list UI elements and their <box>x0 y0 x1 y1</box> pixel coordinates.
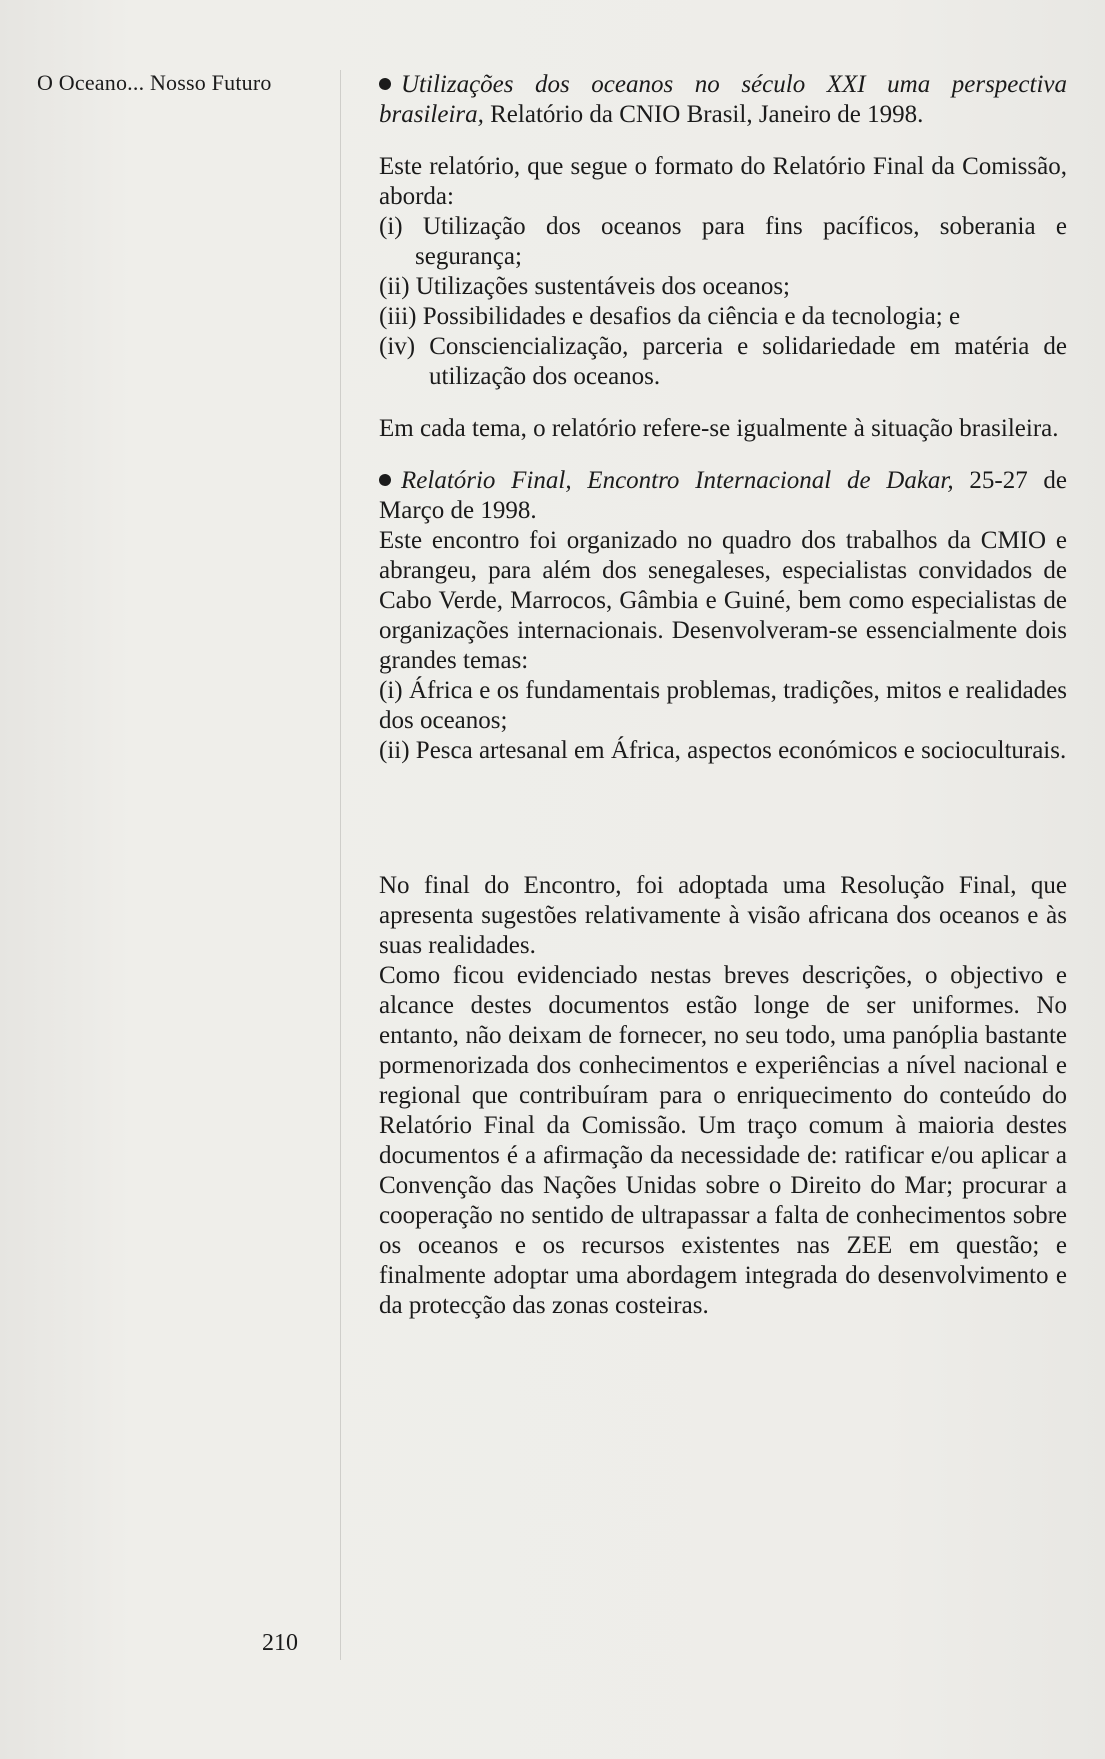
paragraph: Este encontro foi organizado no quadro dos trabalhos da CMIO e abrangeu, para além dos senegaleses, especialistas convidados de Cabo Verde, Marrocos, Gâmbia e Guiné, bem como especialistas de organizações internacionais. Desenvolveram-se essencialmente dois grandes temas: <box>379 527 1067 674</box>
bullet-icon <box>379 78 391 90</box>
bullet-icon <box>379 474 391 486</box>
reference-entry-cnio <box>379 70 1067 130</box>
reference-title: Utilizações dos oceanos no século XXI uma perspectiva brasileira, <box>379 71 1067 128</box>
list-item: (iii) Possibilidades e desafios da ciência e da tecnologia; e <box>379 303 961 330</box>
list-item: (ii) Pesca artesanal em África, aspectos económicos e socioculturais. <box>379 737 1067 764</box>
reference-details: 25-27 de Março de 1998. <box>379 467 1068 524</box>
list-item: (i) Utilização dos oceanos para fins pacíficos, soberania e segurança; <box>379 213 1067 270</box>
list-item: (i) África e os fundamentais problemas, tradições, mitos e realidades dos oceanos; <box>379 677 1067 734</box>
paragraph: Este relatório, que segue o formato do Relatório Final da Comissão, aborda: <box>379 153 1067 210</box>
column-divider <box>340 70 341 1660</box>
paragraph: No final do Encontro, foi adoptada uma Resolução Final, que apresenta sugestões relativamente à visão africana dos oceanos e às suas realidades. <box>379 872 1067 959</box>
list-item: (ii) Utilizações sustentáveis dos oceanos; <box>379 273 790 300</box>
paragraph: Como ficou evidenciado nestas breves descrições, o objectivo e alcance destes documentos estão longe de ser uniformes. No entanto, não deixam de fornecer, no seu todo, uma panóplia bastante pormenorizada dos conhecimentos e experiências a nível nacional e regional que contribuíram para o enriquecimento do conteúdo do Relatório Final da Comissão. Um traço comum à maioria destes documentos é a afirmação da necessidade de: ratificar e/ou aplicar a Convenção das Nações Unidas sobre o Direito do Mar; procurar a cooperação no sentido de ultrapassar a falta de conhecimentos sobre os oceanos e os recursos existentes nas ZEE em questão; e finalmente adoptar uma abordagem integrada do desenvolvimento e da protecção das zonas costeiras. <box>379 962 1067 1319</box>
reference-details: Relatório da CNIO Brasil, Janeiro de 1998. <box>483 101 924 128</box>
reference-entry-dakar <box>379 466 1067 526</box>
reference-title: Relatório Final, Encontro Internacional de Dakar, <box>401 467 954 494</box>
running-head: O Oceano... Nosso Futuro <box>37 70 272 95</box>
main-column <box>379 70 1067 1321</box>
paragraph: Em cada tema, o relatório refere-se igualmente à situação brasileira. <box>379 415 1059 442</box>
list-item: (iv) Consciencialização, parceria e solidariedade em matéria de utilização dos oceanos. <box>379 333 1067 390</box>
page-number: 210 <box>262 1630 298 1656</box>
